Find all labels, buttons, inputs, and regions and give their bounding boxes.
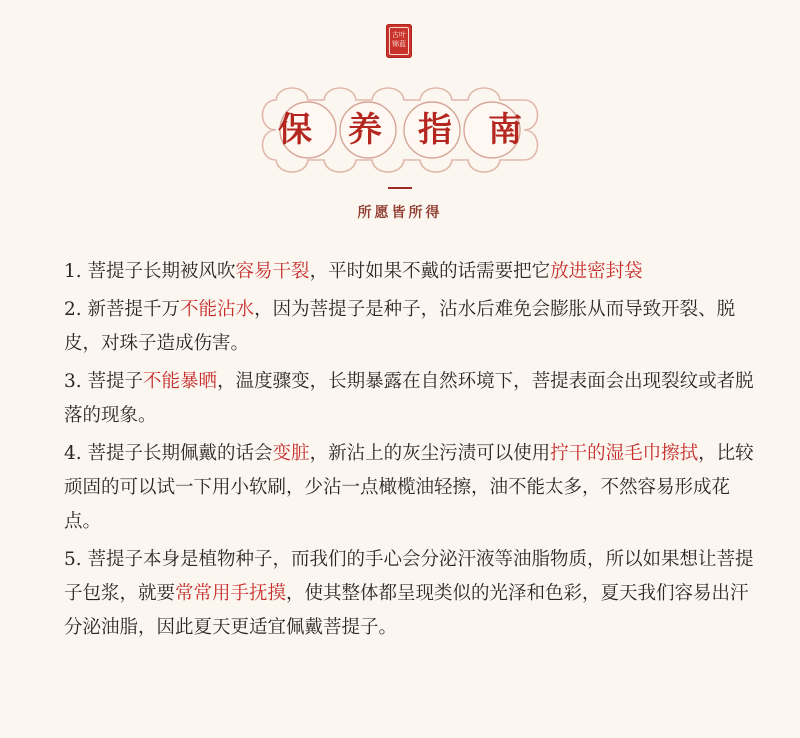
tip-text: ，新沾上的灰尘污渍可以使用 (309, 443, 551, 464)
tip-text: 3. 菩提子 (64, 371, 144, 392)
care-tip-4 (64, 437, 764, 539)
tip-text: ，平时如果不戴的话需要把它 (309, 261, 551, 282)
care-tip-3 (64, 365, 764, 433)
tip-text: 4. 菩提子长期佩戴的话会 (64, 443, 273, 464)
title-badge (248, 76, 552, 184)
tip-text: 1. 菩提子长期被风吹 (64, 261, 236, 282)
care-tip-1 (64, 255, 764, 289)
brand-seal (386, 24, 412, 58)
tip-highlight: 容易干裂 (235, 261, 310, 282)
tip-highlight: 拧干的湿毛巾擦拭 (550, 443, 699, 464)
tip-highlight: 不能沾水 (180, 299, 255, 320)
care-guide-content (64, 255, 764, 649)
tip-text: ，比较顽固的可以试一下用小软刷，少沾一点橄榄油轻擦，油不能太多，不然容易形成花点。 (64, 443, 754, 532)
care-tip-5 (64, 543, 764, 645)
care-tip-2 (64, 293, 764, 361)
tip-text: 5. 菩提子本身是植物种子，而我们的手心会分泌汗液等油脂物质，所以如果想让菩提子包浆，就要 (64, 549, 754, 604)
title-char-3: 指 (418, 110, 452, 150)
tip-highlight: 不能暴晒 (143, 371, 218, 392)
tip-text: ，因为菩提子是种子，沾水后难免会膨胀从而导致开裂、脱皮，对珠子造成伤害。 (64, 299, 736, 354)
title-char-2: 养 (348, 110, 382, 150)
tip-highlight: 放进密封袋 (550, 261, 643, 282)
tip-highlight: 常常用手抚摸 (175, 583, 287, 604)
tip-text: ，温度骤变，长期暴露在自然环境下，菩提表面会出现裂纹或者脱落的现象。 (64, 371, 754, 426)
title-char-1: 保 (278, 110, 312, 150)
page-title (248, 76, 552, 184)
subtitle: 所愿皆所得 (357, 205, 443, 221)
title-divider (388, 187, 412, 189)
tip-text: 2. 新菩提千万 (64, 299, 181, 320)
seal-text: 古叶 锦蓝 (389, 27, 409, 55)
title-char-4: 南 (488, 110, 522, 150)
tip-highlight: 变脏 (272, 443, 310, 464)
tip-text: ，使其整体都呈现类似的光泽和色彩，夏天我们容易出汗分泌油脂，因此夏天更适宜佩戴菩提子。 (64, 583, 749, 638)
